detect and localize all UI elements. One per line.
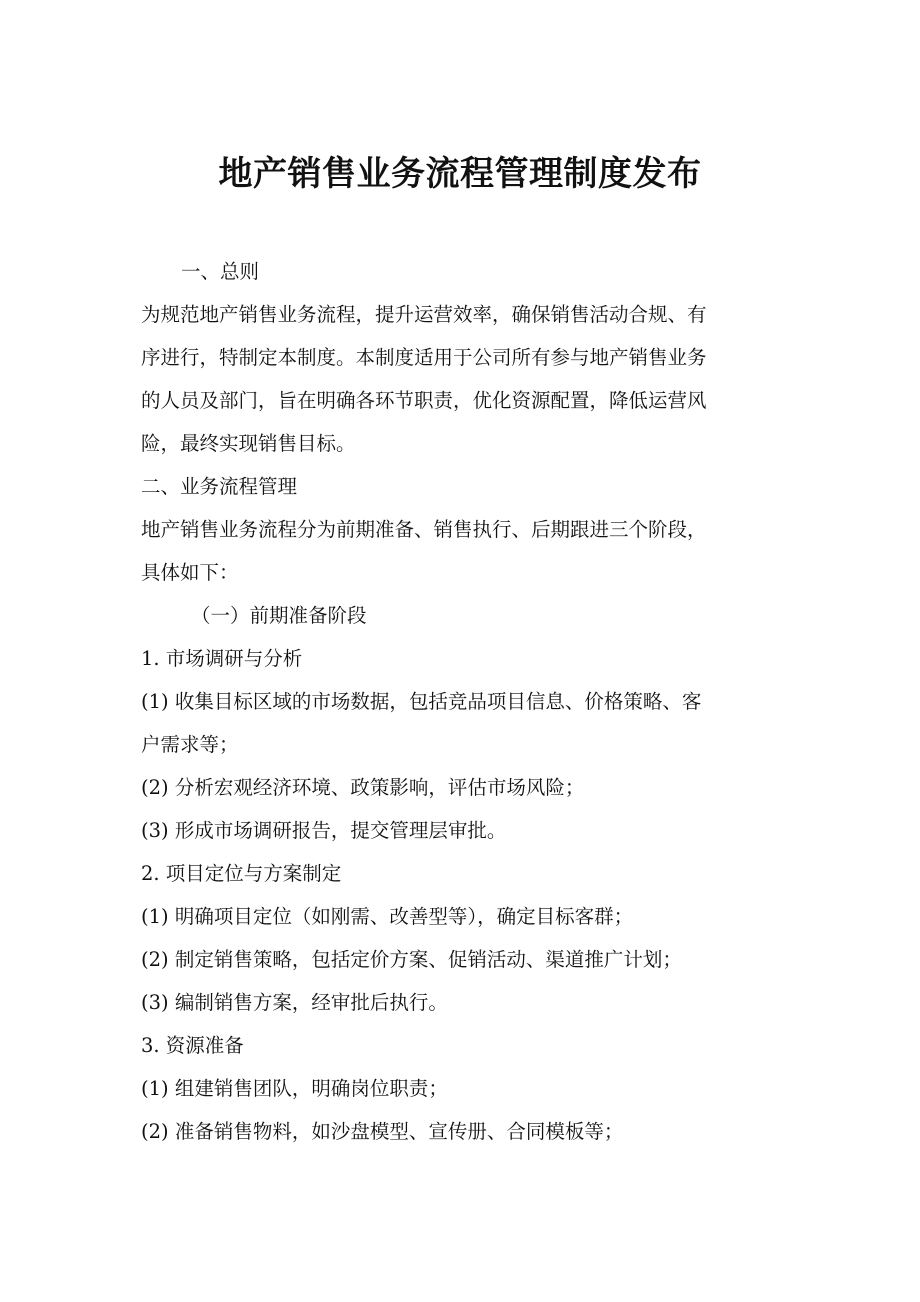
paragraph-line: 地产销售业务流程分为前期准备、销售执行、后期跟进三个阶段， (141, 518, 707, 541)
list-item: (1) 收集目标区域的市场数据，包括竞品项目信息、价格策略、客 (141, 690, 702, 713)
item-heading: 1. 市场调研与分析 (141, 647, 303, 670)
document-title: 地产销售业务流程管理制度发布 (218, 154, 702, 194)
list-item: (2) 分析宏观经济环境、政策影响，评估市场风险； (141, 776, 585, 799)
document-body (141, 250, 781, 1153)
paragraph-line: 的人员及部门，旨在明确各环节职责，优化资源配置，降低运营风 (141, 389, 707, 412)
paragraph-line: 为规范地产销售业务流程，提升运营效率，确保销售活动合规、有 (141, 303, 707, 326)
paragraph-line: 具体如下： (141, 561, 239, 584)
list-item: (2) 制定销售策略，包括定价方案、促销活动、渠道推广计划； (141, 948, 682, 971)
item-heading: 3. 资源准备 (141, 1034, 244, 1057)
list-item: (2) 准备销售物料，如沙盘模型、宣传册、合同模板等； (141, 1120, 624, 1143)
subsection-heading-preparation: （一）前期准备阶段 (191, 604, 367, 627)
section-heading-general: 一、总则 (181, 260, 260, 283)
paragraph-line: 序进行，特制定本制度。本制度适用于公司所有参与地产销售业务 (141, 346, 707, 369)
list-item: (3) 形成市场调研报告，提交管理层审批。 (141, 819, 507, 842)
list-item-continuation: 户需求等； (141, 733, 239, 756)
item-heading: 2. 项目定位与方案制定 (141, 862, 342, 885)
section-heading-process: 二、业务流程管理 (141, 475, 298, 498)
list-item: (3) 编制销售方案，经审批后执行。 (141, 991, 448, 1014)
list-item: (1) 明确项目定位（如刚需、改善型等），确定目标客群； (141, 905, 634, 928)
paragraph-line: 险，最终实现销售目标。 (141, 432, 356, 455)
list-item: (1) 组建销售团队，明确岗位职责； (141, 1077, 448, 1100)
